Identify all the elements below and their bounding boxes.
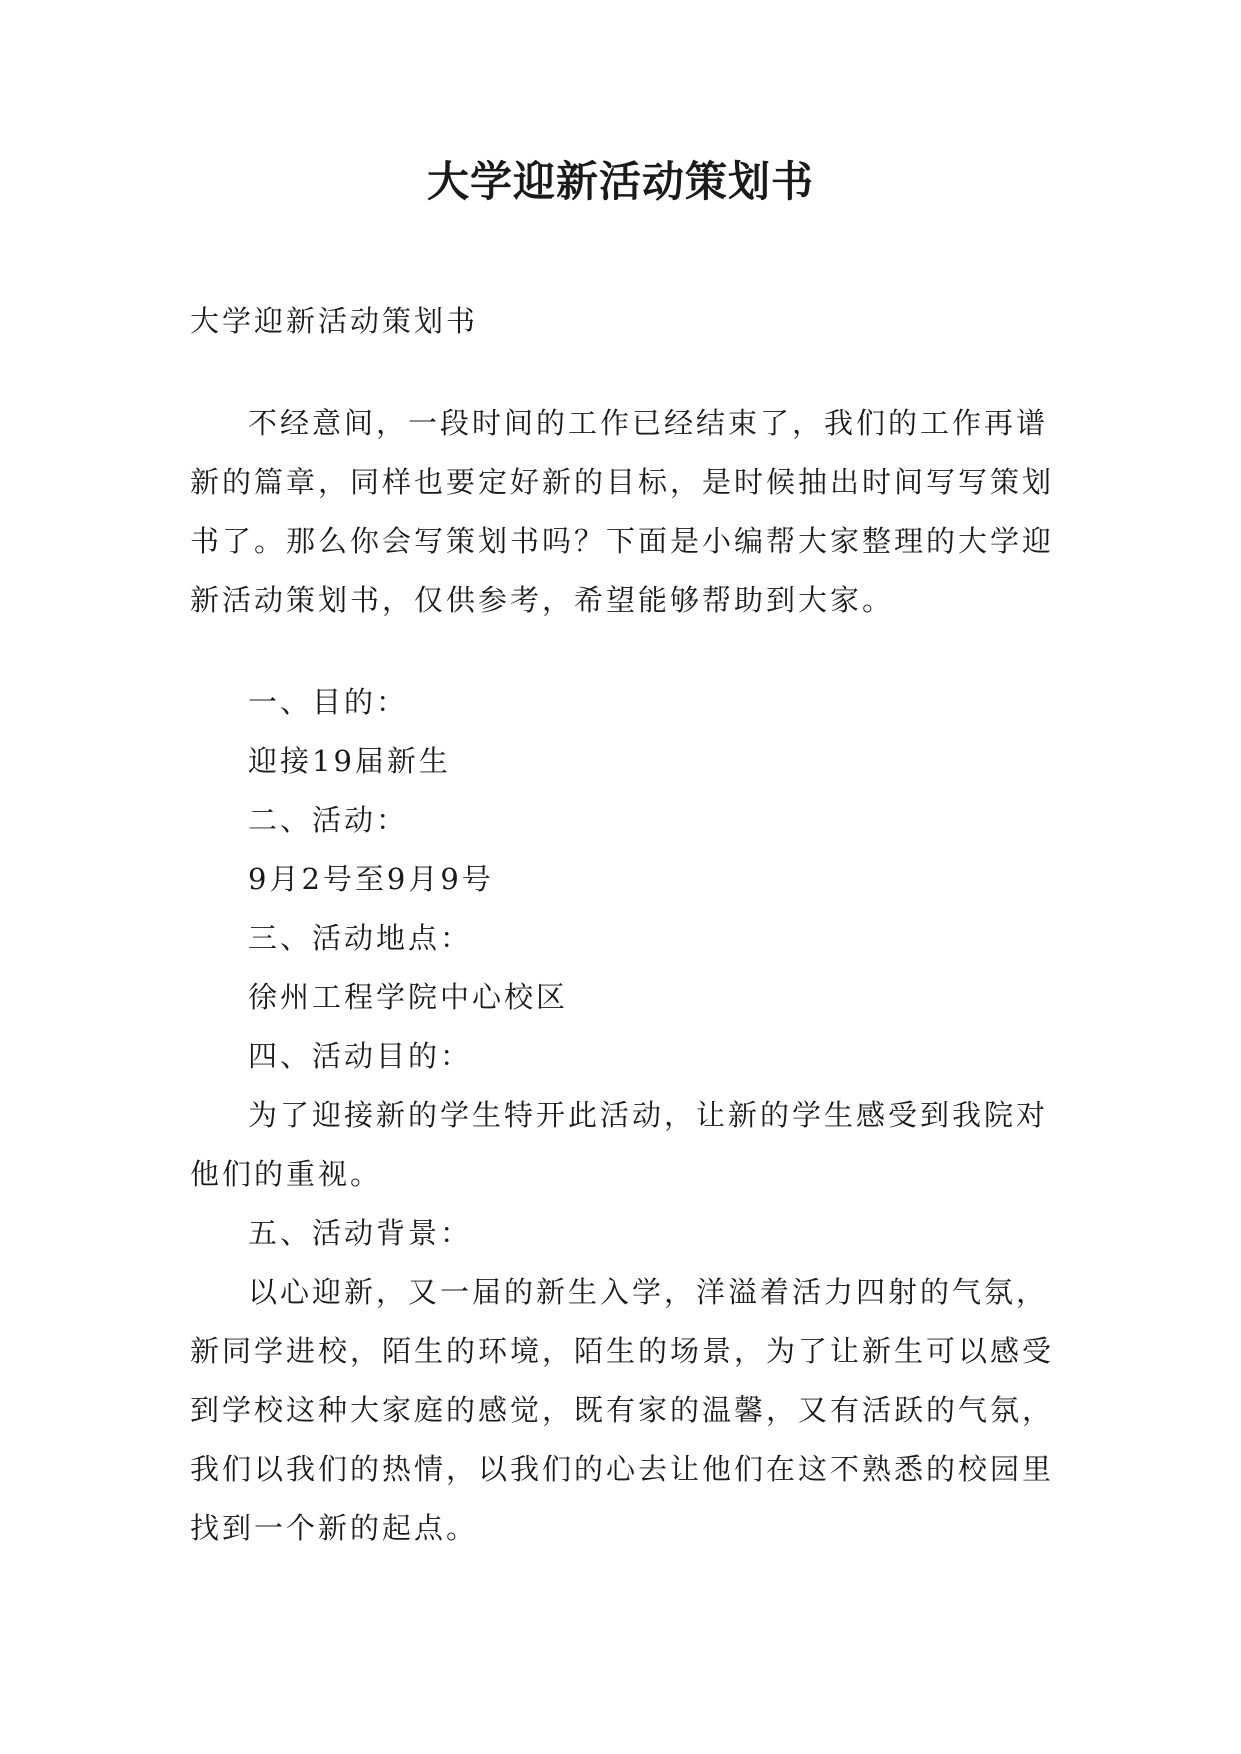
document-title: 大学迎新活动策划书 xyxy=(426,157,814,206)
spacer xyxy=(190,630,1062,673)
spacer xyxy=(190,351,1062,394)
section-content: 迎接19届新生 xyxy=(248,744,451,778)
section-heading: 四、活动目的： xyxy=(248,1039,473,1073)
section-content: 为了迎接新的学生特开此活动，让新的学生感受到我院对他们的重视。 xyxy=(190,1098,1049,1191)
section-content: 9月2号至9月9号 xyxy=(248,862,494,896)
section-content: 以心迎新，又一届的新生入学，洋溢着活力四射的气氛，新同学进校，陌生的环境，陌生的场景，为了让新生可以感受到学校这种大家庭的感觉，既有家的温馨，又有活跃的气氛，我们以我们的热情，以我们的心去让他们在这不熟悉的校园里找到一个新的起点。 xyxy=(190,1275,1055,1545)
section-heading: 一、目的： xyxy=(248,685,409,719)
section-heading: 三、活动地点： xyxy=(248,921,473,955)
section-content: 徐州工程学院中心校区 xyxy=(248,980,569,1014)
document-body xyxy=(190,292,1062,1558)
section-heading: 二、活动： xyxy=(248,803,409,837)
section-heading: 五、活动背景： xyxy=(248,1216,473,1250)
intro-paragraph: 不经意间，一段时间的工作已经结束了，我们的工作再谱新的篇章，同样也要定好新的目标，是时候抽出时间写写策划书了。那么你会写策划书吗？下面是小编帮大家整理的大学迎新活动策划书，仅供参考，希望能够帮助到大家。 xyxy=(190,406,1055,617)
document-subtitle: 大学迎新活动策划书 xyxy=(190,304,479,338)
